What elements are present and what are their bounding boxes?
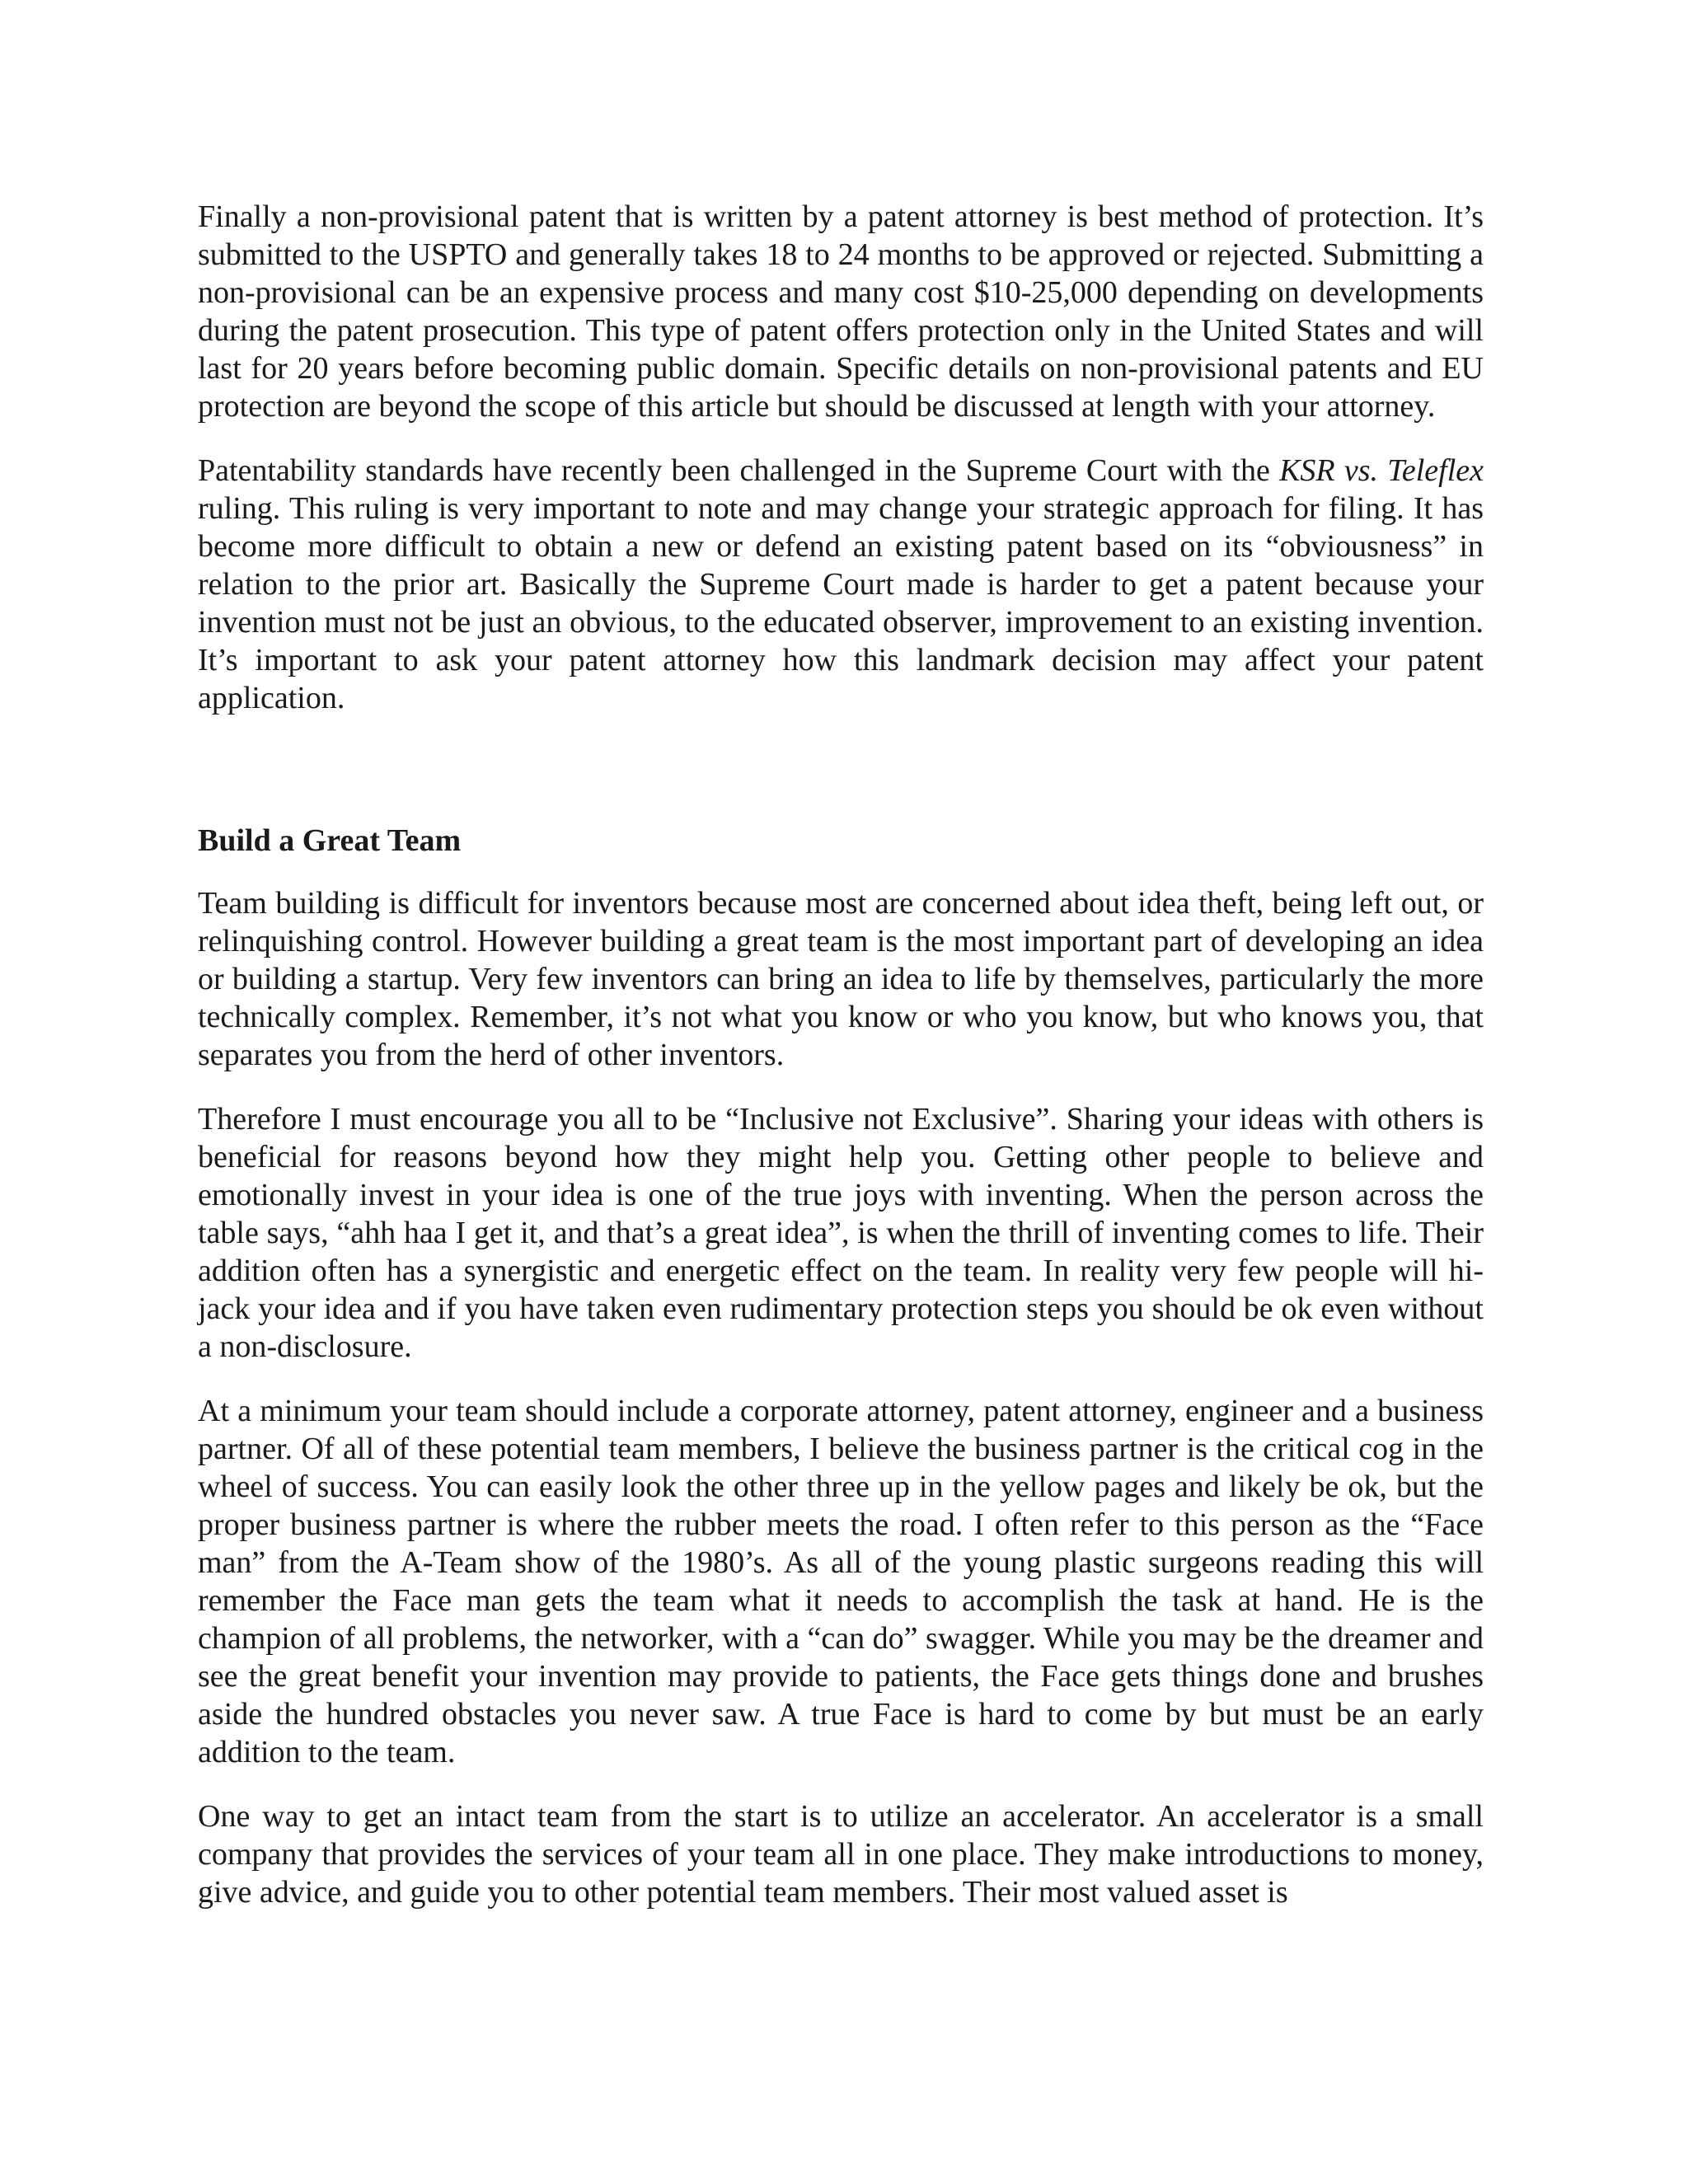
section-heading: Build a Great Team [198, 823, 462, 858]
paragraph-non-provisional-patent: Finally a non-provisional patent that is written by a patent attorney is best method of protection. It’s submitted to the USPTO and generally takes 18 to 24 months to be approved or rejected. Submitting a non-provisional can be an expensive process and many cost $10-25,000 depending on developments during the patent prosecution. This type of patent offers protection only in the United States and will last for 20 years before becoming public domain. Specific details on non-provisional patents and EU protection are beyond the scope of this article but should be discussed at length with your attorney. [198, 199, 1484, 424]
paragraph-team-building: Team building is difficult for inventors because most are concerned about idea theft, being left out, or relinquishing control. However building a great team is the most important part of developing an idea or building a startup. Very few inventors can bring an idea to life by themselves, particularly the more technically complex. Remember, it’s not what you know or who you know, but who knows you, that separates you from the herd of other inventors. [198, 886, 1484, 1072]
paragraph-accelerator: One way to get an intact team from the start is to utilize an accelerator. An accelerator is a small company that provides the services of your team all in one place. They make introductions to money, give advice, and guide you to other potential team members. Their most valued asset is [198, 1799, 1484, 1910]
document-body [198, 198, 1484, 1911]
case-name-italic: KSR vs. Teleflex [1279, 453, 1484, 488]
paragraph-inclusive-not-exclusive: Therefore I must encourage you all to be “Inclusive not Exclusive”. Sharing your ideas with others is beneficial for reasons beyond how they might help you. Getting other people to believe and emotionally invest in your idea is one of the true joys with inventing. When the person across the table says, “ahh haa I get it, and that’s a great idea”, is when the thrill of inventing comes to life. Their addition often has a synergistic and energetic effect on the team. In reality very few people will hi-jack your idea and if you have taken even rudimentary protection steps you should be ok even without a non-disclosure. [198, 1102, 1484, 1364]
paragraph-text: ruling. This ruling is very important to note and may change your strategic approach for filing. It has become more difficult to obtain a new or defend an existing patent based on its “obviousness” in relation to the prior art. Basically the Supreme Court made is harder to get a patent because your invention must not be just an obvious, to the educated observer, improvement to an existing invention. It’s important to ask your patent attorney how this landmark decision may affect your patent application. [198, 491, 1484, 715]
section-spacer [198, 743, 1484, 822]
paragraph-team-members: At a minimum your team should include a corporate attorney, patent attorney, engineer and a business partner. Of all of these potential team members, I believe the business partner is the critical cog in the wheel of success. You can easily look the other three up in the yellow pages and likely be ok, but the proper business partner is where the rubber meets the road. I often refer to this person as the “Face man” from the A-Team show of the 1980’s. As all of the young plastic surgeons reading this will remember the Face man gets the team what it needs to accomplish the task at hand. He is the champion of all problems, the networker, with a “can do” swagger. While you may be the dreamer and see the great benefit your invention may provide to patients, the Face gets things done and brushes aside the hundred obstacles you never saw. A true Face is hard to come by but must be an early addition to the team. [198, 1394, 1484, 1769]
paragraph-text: Patentability standards have recently been challenged in the Supreme Court with the [198, 453, 1280, 488]
paragraph-patentability-standards [198, 452, 1484, 717]
